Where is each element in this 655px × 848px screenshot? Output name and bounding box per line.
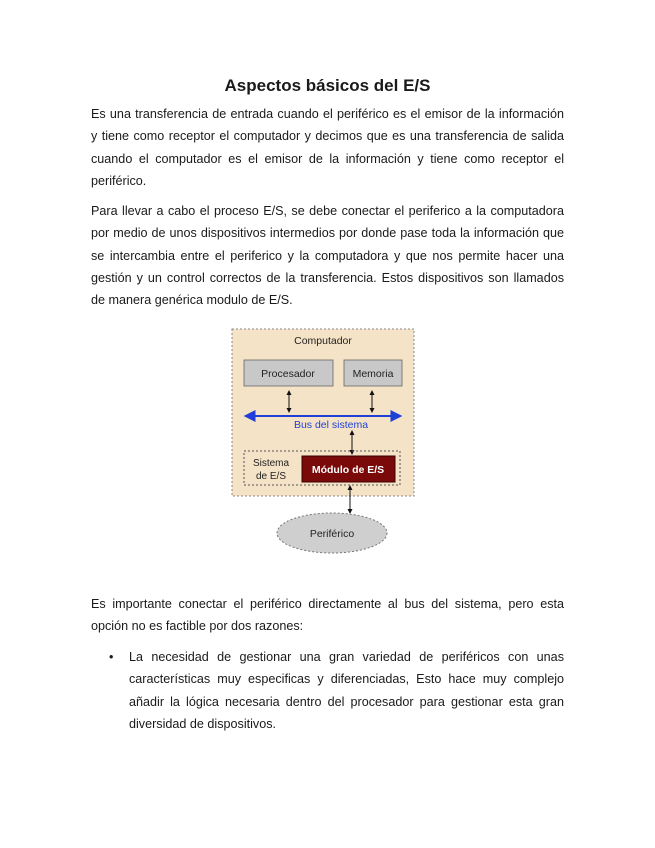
computer-label: Computador	[294, 335, 352, 347]
list-item	[91, 646, 564, 735]
peripheral-label: Periférico	[309, 528, 355, 540]
paragraph-intro: Es una transferencia de entrada cuando el periférico es el emisor de la información y tiene como receptor el computador y decimos que es una transferencia de salida cuando el computador es el emisor de la información y tiene como receptor el periférico.	[91, 107, 564, 188]
io-diagram	[230, 327, 420, 559]
processor-label: Procesador	[261, 368, 315, 380]
io-module-label: Módulo de E/S	[311, 464, 385, 476]
memory-label: Memoria	[352, 368, 394, 380]
bullet-icon: •	[109, 650, 114, 664]
bus-label: Bus del sistema	[293, 419, 369, 431]
list-item-text: La necesidad de gestionar una gran variedad de periféricos con unas características muy especificas y diferenciadas, Esto hace muy complejo añadir la lógica necesaria dentro del procesador para gestionar esta gran diversidad de dispositivos.	[129, 650, 564, 731]
reasons-list	[91, 646, 564, 735]
page-title: Aspectos básicos del E/S	[224, 76, 431, 95]
paragraph-reasons: Es importante conectar el periférico directamente al bus del sistema, pero esta opción no es factible por dos razones:	[91, 597, 564, 634]
io-system-label-1: Sistema	[252, 458, 290, 469]
paragraph-process: Para llevar a cabo el proceso E/S, se debe conectar el periferico a la computadora por medio de unos dispositivos intermedios por donde pase toda la información que se intercambia entre el periferico y la computadora y que nos permite hacer una gestión y un control correctos de la transferencia. Estos dispositivos son llamados de manera genérica modulo de E/S.	[91, 204, 564, 308]
io-system-label-2: de E/S	[255, 471, 287, 482]
